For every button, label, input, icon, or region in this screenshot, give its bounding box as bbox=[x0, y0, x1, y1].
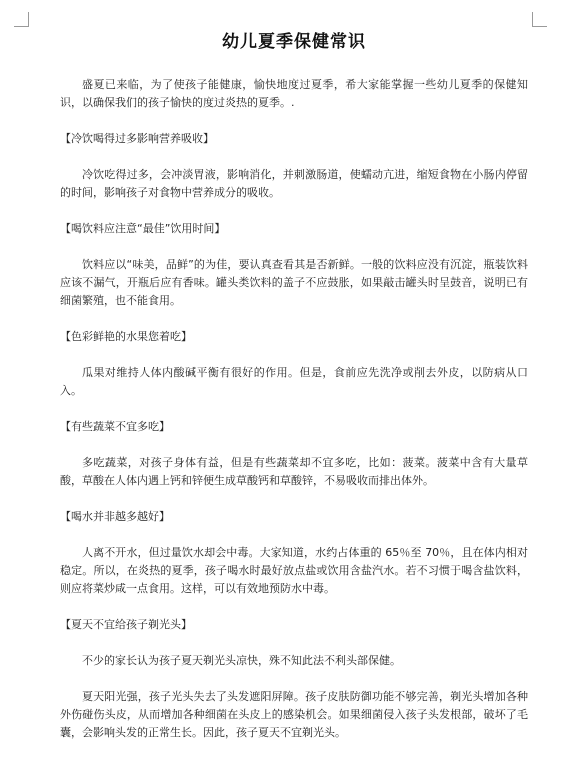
section-paragraph-haircut-2: 夏天阳光强，孩子光头失去了头发遮阳屏障。孩子皮肤防御功能不够完善，剃光头增加各种外伤碰伤头皮，从而增加各种细菌在头皮上的感染机会。如果细菌侵入孩子头发根部，破坏了毛囊，会影响头发的正常生长。因此，孩子夏天不宜剃光头。 bbox=[60, 690, 528, 739]
section-heading-haircut: 【夏天不宜给孩子剃光头】 bbox=[60, 618, 192, 631]
section-heading-water: 【喝水并非越多越好】 bbox=[60, 510, 170, 523]
page-corner-mark-top-left bbox=[14, 12, 29, 27]
intro-paragraph: 盛夏已来临，为了使孩子能健康，愉快地度过夏季，希大家能掌握一些幼儿夏季的保健知识，以确保我们的孩子愉快的度过炎热的夏季。. bbox=[60, 78, 528, 109]
document-title: 幼儿夏季保健常识 bbox=[222, 32, 366, 52]
section-paragraph-vegetables: 多吃蔬菜，对孩子身体有益，但是有些蔬菜却不宜多吃，比如：菠菜。菠菜中含有大量草酸，草酸在人体内遇上钙和锌便生成草酸钙和草酸锌，不易吸收而排出体外。 bbox=[60, 456, 528, 487]
section-paragraph-haircut-1: 不少的家长认为孩子夏天剃光头凉快，殊不知此法不利头部保健。 bbox=[82, 654, 401, 667]
section-heading-beverages: 【喝饮料应注意“最佳”饮用时间】 bbox=[60, 222, 226, 235]
section-paragraph-water: 人离不开水，但过量饮水却会中毒。大家知道，水约占体重的 65％至 70％，且在体内相对稳定。所以，在炎热的夏季，孩子喝水时最好放点盐或饮用含盐汽水。若不习惯于喝含盐饮料，则应将菜炒咸一点食用。这样，可以有效地预防水中毒。 bbox=[60, 546, 528, 595]
section-heading-vegetables: 【有些蔬菜不宜多吃】 bbox=[60, 420, 170, 433]
section-paragraph-beverages: 饮料应以“味美，品鲜”的为佳，要认真查看其是否新鲜。一般的饮料应没有沉淀，瓶装饮料应该不漏气，开瓶后应有香味。罐头类饮料的盖子不应鼓胀，如果敲击罐头时呈鼓音，说明已有细菌繁殖，也不能食用。 bbox=[60, 258, 528, 307]
section-heading-fruit: 【色彩鲜艳的水果您着吃】 bbox=[60, 330, 192, 343]
section-heading-cold-drinks: 【冷饮喝得过多影响营养吸收】 bbox=[60, 132, 214, 145]
section-paragraph-cold-drinks: 冷饮吃得过多，会冲淡胃液，影响消化，并刺激肠道，使蠕动亢进，缩短食物在小肠内停留的时间，影响孩子对食物中营养成分的吸收。 bbox=[60, 168, 528, 199]
document-body bbox=[60, 30, 528, 760]
page-corner-mark-top-right bbox=[532, 12, 547, 27]
section-paragraph-fruit: 瓜果对维持人体内酸碱平衡有很好的作用。但是，食前应先洗净或削去外皮，以防病从口入。 bbox=[60, 366, 528, 397]
